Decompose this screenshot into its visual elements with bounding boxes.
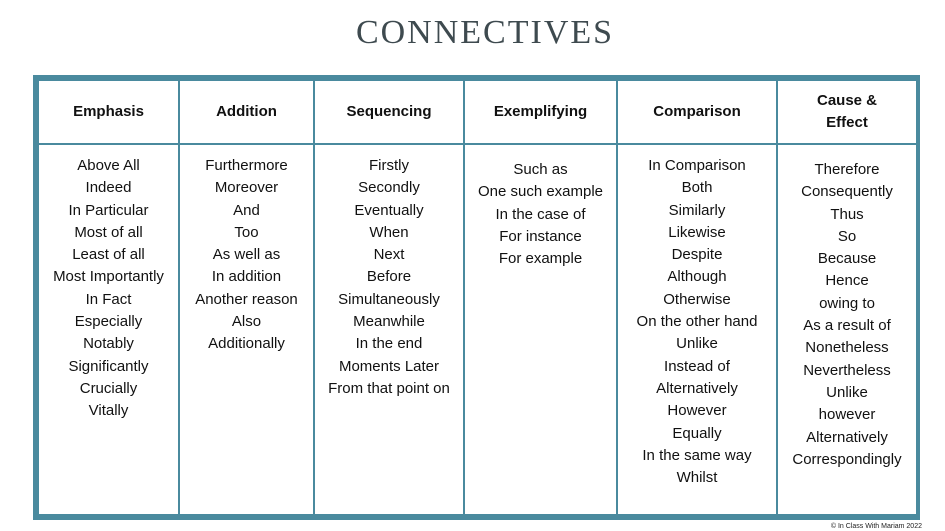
header-emphasis: Emphasis: [38, 80, 179, 144]
connective-item: Moreover: [214, 179, 279, 197]
body-row: [38, 144, 917, 515]
connective-item: Most Importantly: [53, 268, 164, 286]
connective-item: When: [369, 223, 409, 241]
connective-item: Firstly: [369, 157, 409, 174]
connective-item: However: [667, 402, 727, 420]
header-row: [38, 80, 917, 144]
header-addition: Addition: [179, 80, 314, 144]
connective-item: Although: [667, 268, 727, 286]
connective-item: Therefore: [814, 161, 880, 178]
column-exemplifying: [464, 144, 617, 515]
connective-item: In the case of: [495, 205, 586, 223]
connective-item: Both: [681, 179, 713, 197]
connective-item: Otherwise: [663, 290, 731, 308]
header-sequencing: Sequencing: [314, 80, 464, 144]
list-addition: [180, 155, 313, 356]
connective-item: Before: [366, 268, 412, 286]
connective-item: Meanwhile: [353, 313, 425, 331]
connective-item: Unlike: [826, 383, 868, 401]
connective-item: In the same way: [642, 446, 752, 464]
connective-item: Crucially: [79, 379, 138, 397]
connective-item: Nonetheless: [805, 339, 889, 357]
connective-item: Moments Later: [338, 357, 440, 375]
connective-item: Consequently: [801, 183, 893, 201]
column-sequencing: [314, 144, 464, 515]
page-title: CONNECTIVES: [355, 14, 615, 51]
connective-item: owing to: [819, 294, 875, 312]
connective-item: Secondly: [358, 179, 420, 197]
header-cause-effect-line2: Effect: [826, 114, 868, 131]
header-exemplifying: Exemplifying: [464, 80, 617, 144]
list-cause-effect: [778, 159, 916, 471]
list-exemplifying: [465, 159, 616, 270]
connective-item: From that point on: [328, 379, 450, 397]
copyright-notice: © In Class With Mariam 2022: [830, 523, 922, 530]
connective-item: Notably: [83, 335, 134, 353]
connective-item: As well as: [212, 246, 281, 264]
connective-item: Equally: [672, 424, 722, 442]
connective-item: Simultaneously: [338, 290, 440, 308]
connective-item: In the end: [355, 335, 423, 353]
list-emphasis: [39, 155, 178, 423]
connective-item: Indeed: [85, 179, 132, 197]
connective-item: And: [233, 201, 260, 219]
connective-item: Hence: [825, 272, 869, 290]
connective-item: In addition: [211, 268, 282, 286]
connectives-table-frame: [33, 75, 920, 520]
connective-item: In Fact: [85, 290, 132, 308]
connective-item: As a result of: [803, 317, 891, 335]
connective-item: Because: [817, 250, 877, 268]
connective-item: Similarly: [668, 201, 726, 219]
connective-item: So: [837, 227, 857, 245]
connective-item: Least of all: [72, 246, 145, 264]
connective-item: Nevertheless: [803, 361, 891, 379]
connective-item: Vitally: [88, 402, 129, 420]
connective-item: For instance: [499, 227, 582, 245]
connective-item: Most of all: [74, 223, 143, 241]
list-sequencing: [315, 155, 463, 400]
connective-item: For example: [498, 250, 583, 268]
list-comparison: [618, 155, 776, 489]
connective-item: Furthermore: [205, 157, 288, 174]
column-addition: [179, 144, 314, 515]
column-cause-effect: [777, 144, 917, 515]
connective-item: Another reason: [195, 290, 298, 308]
connective-item: Significantly: [68, 357, 149, 375]
column-emphasis: [38, 144, 179, 515]
connective-item: however: [818, 406, 876, 424]
connective-item: Instead of: [664, 357, 730, 375]
connective-item: Thus: [830, 205, 864, 223]
connective-item: Alternatively: [656, 379, 738, 397]
connectives-table: [37, 79, 918, 516]
connective-item: Alternatively: [806, 428, 888, 446]
connective-item: Despite: [671, 246, 723, 264]
connective-item: Unlike: [676, 335, 718, 353]
connective-item: Eventually: [354, 201, 424, 219]
connective-item: One such example: [477, 183, 604, 201]
connective-item: Especially: [74, 313, 143, 331]
connective-item: In Particular: [68, 201, 149, 219]
header-comparison: Comparison: [617, 80, 777, 144]
connective-item: Whilst: [676, 469, 718, 487]
connective-item: Too: [234, 223, 259, 241]
connective-item: Additionally: [208, 335, 285, 353]
connective-item: Above All: [77, 157, 140, 174]
connective-item: Likewise: [668, 223, 726, 241]
connective-item: Such as: [513, 161, 568, 178]
connective-item: Correspondingly: [792, 450, 902, 468]
connective-item: On the other hand: [636, 313, 758, 331]
header-cause-effect: [777, 80, 917, 144]
connective-item: Next: [373, 246, 405, 264]
column-comparison: [617, 144, 777, 515]
connective-item: Also: [231, 313, 262, 331]
header-cause-effect-line1: Cause &: [816, 92, 878, 109]
connective-item: In Comparison: [648, 157, 746, 174]
